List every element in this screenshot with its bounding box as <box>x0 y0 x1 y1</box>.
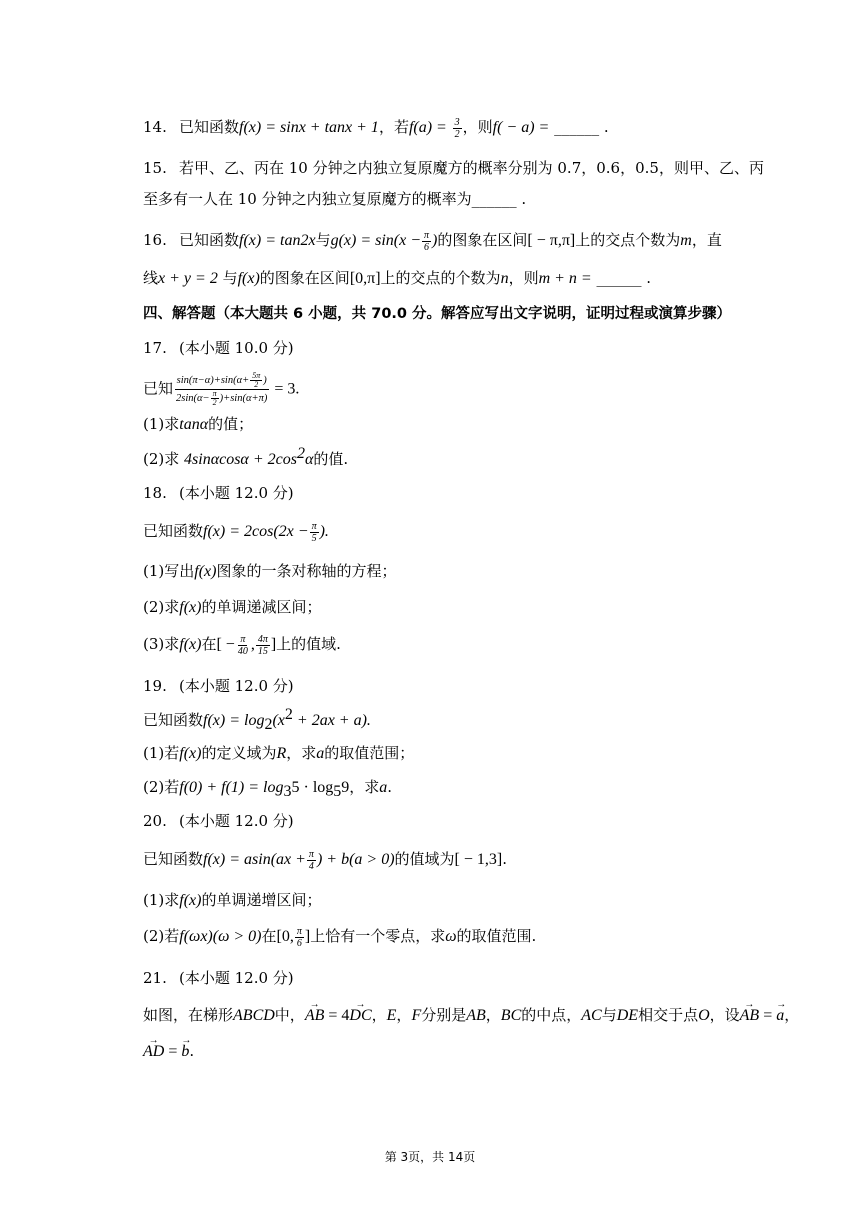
question-14: 14. 已知函数f(x) = sinx + tanx + 1，若f(a) = $\frac{3}{2}$ ，则f( − a) = ______ . <box>143 116 609 140</box>
question-17 <box>143 337 294 359</box>
question-18-part-3: (3)求f(x)在[ − $\frac{\pi}{40}$ , $\frac{4\pi}{15}$ ]上的值域. <box>143 633 341 657</box>
question-number: 19. <box>143 677 167 695</box>
score-label: (本小题 10.0 分) <box>179 339 294 357</box>
answer-blank: ______ <box>596 269 642 287</box>
question-number: 15. <box>143 159 167 177</box>
question-number: 20. <box>143 812 167 830</box>
question-20 <box>143 810 294 832</box>
question-18-part-1: (1)写出f(x)图象的一条对称轴的方程； <box>143 562 397 580</box>
question-21 <box>143 967 294 989</box>
fraction: sin(π−α)+sin(α+ $\frac{5\pi}{2}$ ) 2sin(α− $\frac{\pi}{2}$ )+sin(α+π) <box>176 371 268 407</box>
question-number: 18. <box>143 484 167 502</box>
question-21-line-2: → AD = → b. <box>143 1040 194 1063</box>
question-number: 14. <box>143 118 167 136</box>
question-20-given: 已知函数f(x) = asin(ax + $\frac{\pi}{4}$ ) + b(a > 0)的值域为[ − 1,3]. <box>143 848 507 872</box>
score-label: (本小题 12.0 分) <box>179 677 294 695</box>
page-footer: 第 3页，共 14页 <box>384 1150 476 1164</box>
question-16: 16. 已知函数f(x) = tan2x与g(x) = sin(x − $\frac{\pi}{6}$ )的图象在区间[ − π,π]上的交点个数为m，直 <box>143 229 722 253</box>
question-19-part-1: (1)若f(x)的定义域为R，求a的取值范围； <box>143 744 415 762</box>
question-17-given: 已知 sin(π−α)+sin(α+ $\frac{5\pi}{2}$ ) 2sin(α− $\frac{\pi}{2}$ )+sin(α+π) = 3. <box>143 371 300 407</box>
question-16-line-2: 线x + y = 2 与f(x)的图象在区间[0,π]上的交点的个数为n，则m + n = ______ . <box>143 269 652 287</box>
question-number: 21. <box>143 969 167 987</box>
question-number: 16. <box>143 231 167 249</box>
question-19-given: 已知函数$f(x) = \log_2(x^2 + 2ax + a)$. <box>143 706 371 733</box>
question-18-part-2: (2)求f(x)的单调递减区间； <box>143 598 322 616</box>
question-21-line-1: 如图，在梯形ABCD中，→ AB = 4→ DC，E，F分别是AB，BC的中点，AC与DE相交于点O，设→ AB = → a， <box>143 1004 799 1027</box>
question-19-part-2: (2)若$f(0) + f(1) = \log_35 \cdot \log_59$，求a. <box>143 778 393 800</box>
question-19 <box>143 675 294 697</box>
question-17-part-2: (2)求 $4\sin\alpha\cos\alpha + 2\cos^2\alpha$的值. <box>143 445 349 468</box>
question-15-line-2: 至多有一人在 10 分钟之内独立复原魔方的概率为______ . <box>143 190 527 208</box>
question-18 <box>143 482 294 504</box>
section-heading: 四、解答题（本大题共 6 小题，共 70.0 分。解答应写出文字说明，证明过程或演算步骤） <box>143 306 732 322</box>
score-label: (本小题 12.0 分) <box>179 484 294 502</box>
question-number: 17. <box>143 339 167 357</box>
question-18-given: 已知函数f(x) = 2cos(2x − $\frac{\pi}{5}$ ). <box>143 520 329 544</box>
question-15: 15. 若甲、乙、丙在 10 分钟之内独立复原魔方的概率分别为 0.7，0.6，0.5，则甲、乙、丙 <box>143 159 764 177</box>
question-17-part-1: (1)求tanα的值； <box>143 415 254 433</box>
question-20-part-1: (1)求f(x)的单调递增区间； <box>143 891 322 909</box>
answer-blank: ______ <box>471 190 517 208</box>
question-20-part-2: (2)若f(ωx)(ω > 0)在[0, $\frac{\pi}{6}$ ]上恰有一个零点，求ω的取值范围. <box>143 925 537 949</box>
answer-blank: ______ <box>554 118 600 136</box>
score-label: (本小题 12.0 分) <box>179 969 294 987</box>
score-label: (本小题 12.0 分) <box>179 812 294 830</box>
